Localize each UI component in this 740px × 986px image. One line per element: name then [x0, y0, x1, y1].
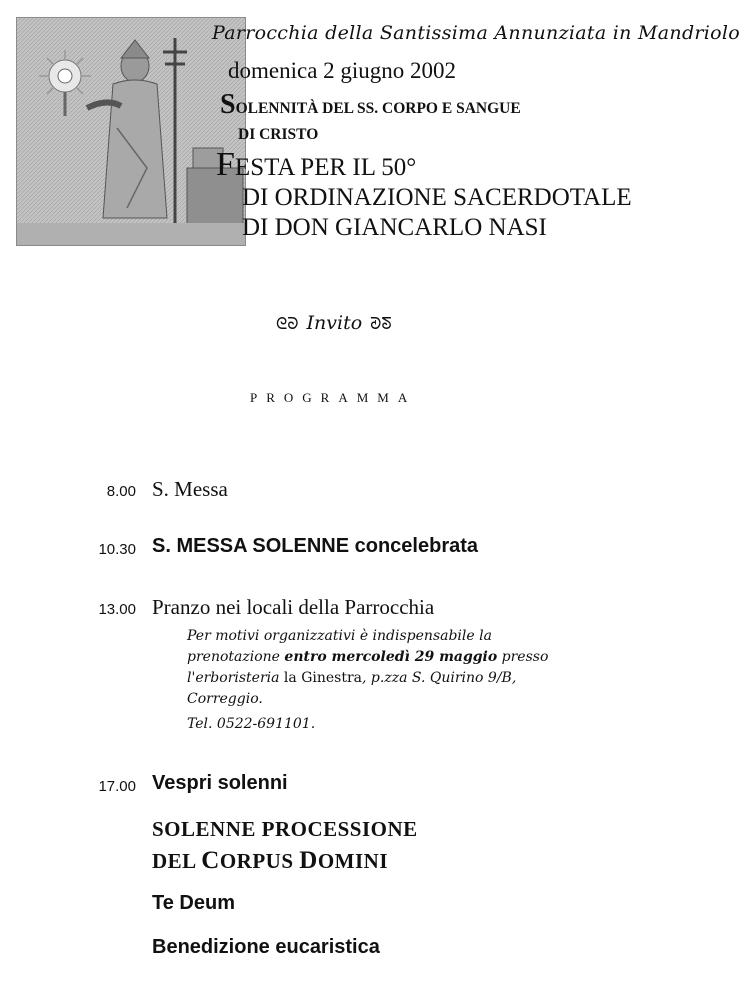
- programma-heading: PROGRAMMA: [250, 390, 417, 405]
- note-deadline: entro mercoledì 29 maggio: [284, 649, 498, 665]
- lunch-reservation-note: [187, 626, 587, 710]
- schedule-event: S. Messa: [152, 477, 228, 501]
- schedule-time: 10.30: [98, 541, 136, 558]
- left-ornament-icon: ᘓᘐ: [276, 314, 299, 333]
- lunch-phone: Tel. 0522-691101.: [187, 716, 316, 732]
- festa-line-1: [216, 146, 632, 183]
- header-engraving-image: [16, 17, 246, 246]
- note-shop-name: la Ginestra: [279, 670, 363, 686]
- solemnity-line-2: DI CRISTO: [238, 126, 319, 143]
- note-text-1: Per motivi organizzativi è indispensabile la prenotazione: [187, 628, 492, 665]
- schedule-event: Vespri solenni: [152, 772, 288, 794]
- benedizione: Benedizione eucaristica: [152, 936, 380, 958]
- domini-rest: OMINI: [317, 849, 389, 873]
- schedule-time: 8.00: [106, 483, 136, 500]
- festa-initial: F: [216, 146, 235, 183]
- festa-line-3: DI DON GIANCARLO NASI: [242, 214, 547, 241]
- te-deum: Te Deum: [152, 892, 235, 914]
- procession-title: [152, 814, 418, 877]
- event-date: domenica 2 giugno 2002: [228, 58, 457, 83]
- solemnity-title: [220, 89, 521, 148]
- festa-title: [216, 146, 632, 243]
- solemnity-line-1-text: OLENNITÀ DEL SS. CORPO E SANGUE: [235, 100, 521, 117]
- note-text-2: presso: [497, 649, 549, 665]
- festa-line-2: DI ORDINAZIONE SACERDOTALE: [242, 184, 632, 211]
- right-ornament-icon: ᘑᘕ: [370, 314, 392, 333]
- procession-line-1: SOLENNE PROCESSIONE: [152, 817, 418, 841]
- note-address: , p.zza S. Quirino 9/B, Correggio.: [187, 670, 517, 707]
- schedule-event: Pranzo nei locali della Parrocchia: [152, 595, 435, 619]
- engraving-illustration: [17, 18, 245, 245]
- invito-heading: [268, 312, 400, 334]
- schedule-time: 13.00: [98, 601, 136, 618]
- parish-name: Parrocchia della Santissima Annunziata in Mandriolo: [212, 22, 740, 44]
- schedule-time: 17.00: [98, 778, 136, 795]
- domini-initial: D: [299, 847, 318, 874]
- schedule-event: S. MESSA SOLENNE concelebrata: [152, 535, 479, 557]
- corpus-initial: C: [201, 847, 220, 874]
- festa-line-1-text: ESTA PER IL 50°: [234, 154, 417, 181]
- solemnity-line-1: [220, 89, 521, 122]
- invito-label: Invito: [306, 312, 363, 334]
- procession-line-2: [152, 845, 418, 877]
- corpus-rest: ORPUS: [219, 849, 300, 873]
- note-shop-label: l'erboristeria: [187, 670, 280, 686]
- solemnity-initial: S: [220, 89, 236, 120]
- procession-del: DEL: [152, 849, 202, 873]
